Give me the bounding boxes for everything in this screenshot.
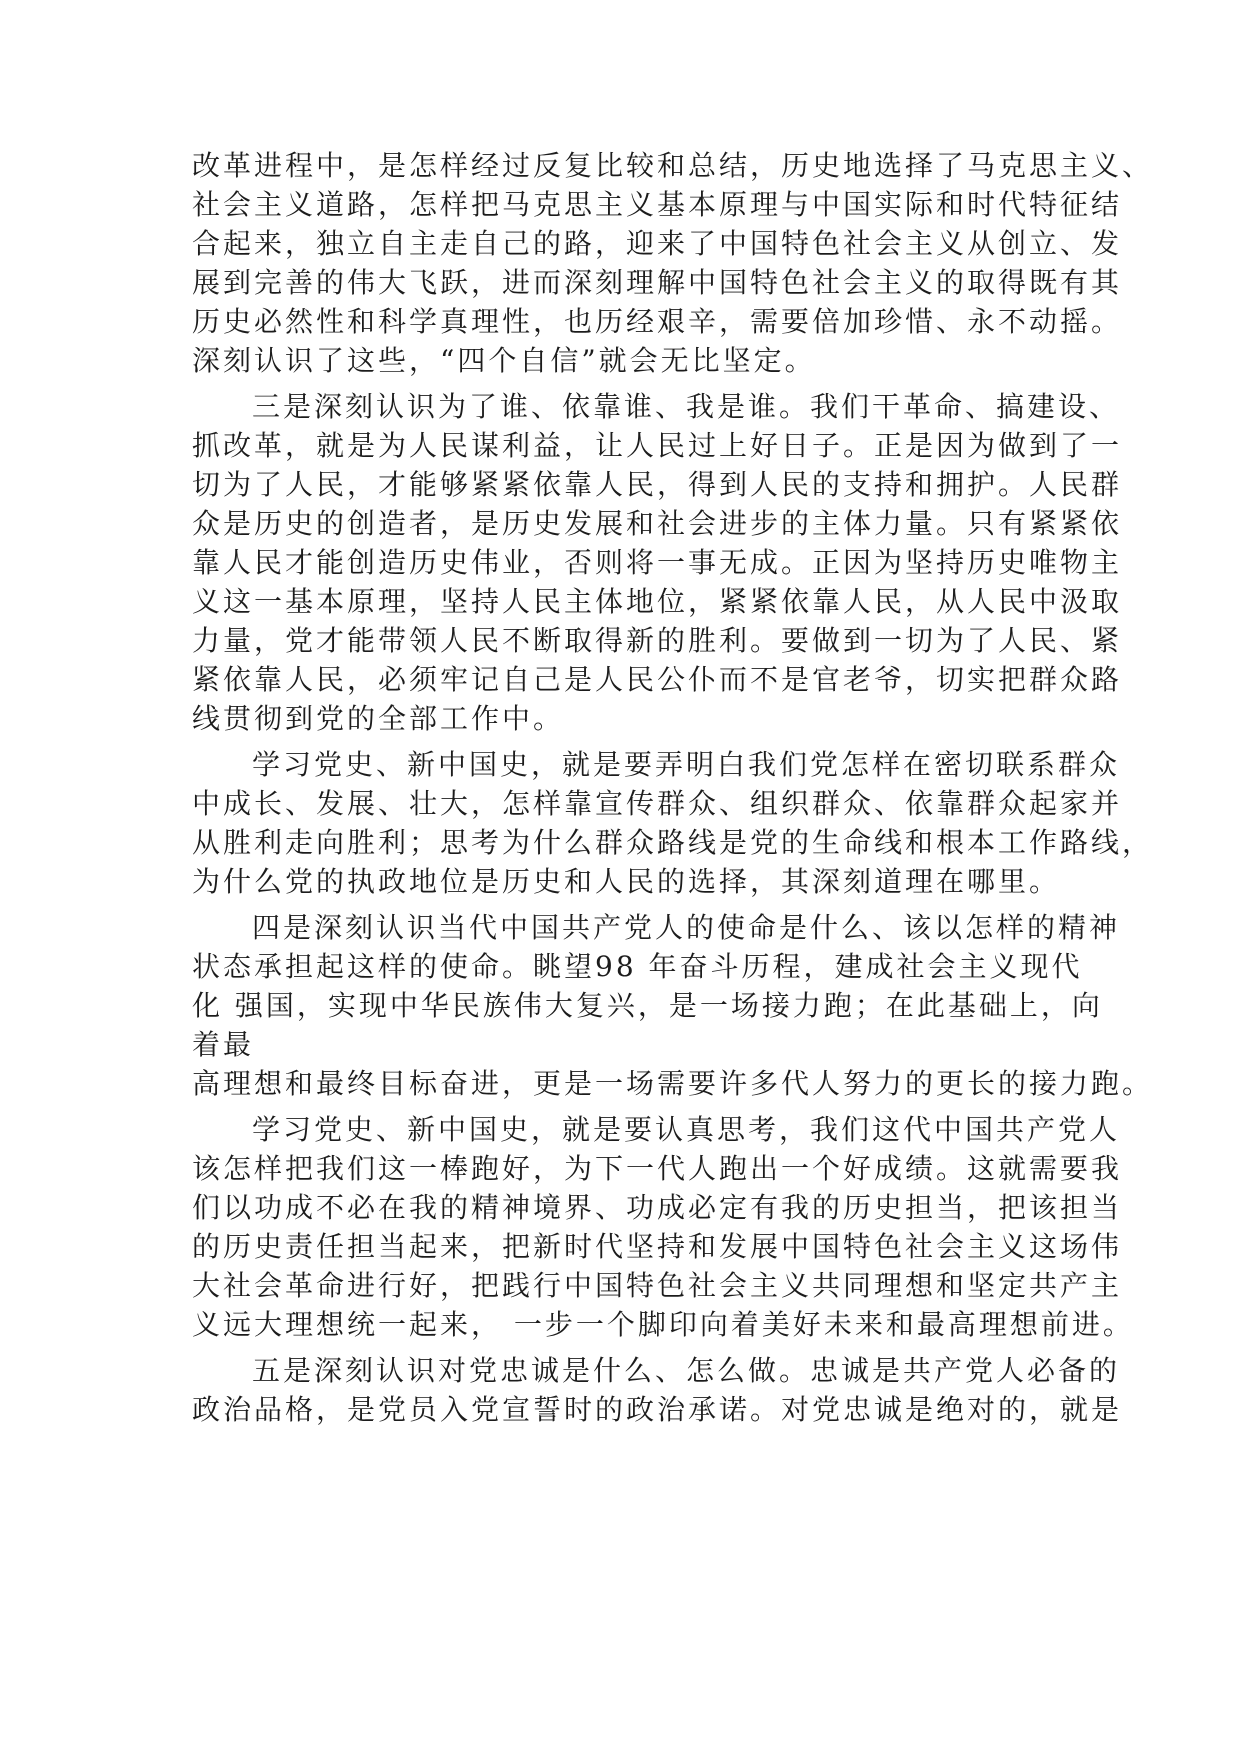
text-line: 义这一基本原理，坚持人民主体地位，紧紧依靠人民，从人民中汲取 xyxy=(192,585,1123,618)
text-line: 从胜利走向胜利；思考为什么群众路线是党的生命线和根本工作路线， xyxy=(192,826,1154,859)
text-line: 为什么党的执政地位是历史和人民的选择，其深刻道理在哪里。 xyxy=(192,865,1061,898)
text-line: 学习党史、新中国史，就是要认真思考，我们这代中国共产党人 xyxy=(252,1113,1121,1146)
text-line: 的历史责任担当起来，把新时代坚持和发展中国特色社会主义这场伟 xyxy=(192,1230,1123,1263)
paragraph xyxy=(192,1110,1134,1344)
paragraph xyxy=(192,1351,1123,1429)
text-line: 化 强国，实现中华民族伟大复兴，是一场接力跑；在此基础上，向 xyxy=(192,989,1103,1022)
text-line: 抓改革，就是为人民谋利益，让人民过上好日子。正是因为做到了一 xyxy=(192,429,1123,462)
paragraph-gap xyxy=(192,1103,1072,1110)
text-line: 线贯彻到党的全部工作中。 xyxy=(192,702,565,735)
text-line: 五是深刻认识对党忠诚是什么、怎么做。忠诚是共产党人必备的 xyxy=(252,1354,1121,1387)
paragraph xyxy=(192,146,1154,380)
text-line: 众是历史的创造者，是历史发展和社会进步的主体力量。只有紧紧依 xyxy=(192,507,1123,540)
text-line: 大社会革命进行好，把践行中国特色社会主义共同理想和坚定共产主 xyxy=(192,1269,1123,1302)
text-line: 力量，党才能带领人民不断取得新的胜利。要做到一切为了人民、紧 xyxy=(192,624,1123,657)
paragraph xyxy=(192,745,1154,901)
text-line: 政治品格，是党员入党宣誓时的政治承诺。对党忠诚是绝对的，就是 xyxy=(192,1393,1123,1426)
paragraph-gap xyxy=(192,380,1072,387)
text-line: 合起来，独立自主走自己的路，迎来了中国特色社会主义从创立、发 xyxy=(192,227,1123,260)
text-line: 着最 xyxy=(192,1028,255,1061)
text-line: 义远大理想统一起来， 一步一个脚印向着美好未来和最高理想前进。 xyxy=(192,1308,1134,1341)
text-line: 中成长、发展、壮大，怎样靠宣传群众、组织群众、依靠群众起家并 xyxy=(192,787,1123,820)
text-line: 历史必然性和科学真理性，也历经艰辛，需要倍加珍惜、永不动摇。 xyxy=(192,305,1123,338)
paragraph-gap xyxy=(192,738,1072,745)
text-line: 学习党史、新中国史，就是要弄明白我们党怎样在密切联系群众 xyxy=(252,748,1121,781)
paragraph-gap xyxy=(192,901,1072,908)
text-line: 紧依靠人民，必须牢记自己是人民公仆而不是官老爷，切实把群众路 xyxy=(192,663,1123,696)
text-line: 改革进程中，是怎样经过反复比较和总结，历史地选择了马克思主义、 xyxy=(192,149,1154,182)
text-line: 切为了人民，才能够紧紧依靠人民，得到人民的支持和拥护。人民群 xyxy=(192,468,1123,501)
paragraph-gap xyxy=(192,1344,1072,1351)
text-line: 四是深刻认识当代中国共产党人的使命是什么、该以怎样的精神 xyxy=(252,911,1121,944)
text-line: 三是深刻认识为了谁、依靠谁、我是谁。我们干革命、搞建设、 xyxy=(252,390,1121,423)
paragraph xyxy=(192,908,1154,1103)
paragraph xyxy=(192,387,1123,738)
text-line: 展到完善的伟大飞跃，进而深刻理解中国特色社会主义的取得既有其 xyxy=(192,266,1123,299)
text-line: 该怎样把我们这一棒跑好，为下一代人跑出一个好成绩。这就需要我 xyxy=(192,1152,1123,1185)
text-line: 高理想和最终目标奋进，更是一场需要许多代人努力的更长的接力跑。 xyxy=(192,1067,1154,1100)
text-line: 社会主义道路，怎样把马克思主义基本原理与中国实际和时代特征结 xyxy=(192,188,1123,221)
text-line: 靠人民才能创造历史伟业，否则将一事无成。正因为坚持历史唯物主 xyxy=(192,546,1123,579)
text-line: 深刻认识了这些，“四个自信”就会无比坚定。 xyxy=(192,344,816,377)
text-line: 状态承担起这样的使命。眺望98 年奋斗历程，建成社会主义现代 xyxy=(192,950,1083,983)
document-body xyxy=(192,146,1154,1429)
text-line: 们以功成不必在我的精神境界、功成必定有我的历史担当，把该担当 xyxy=(192,1191,1123,1224)
